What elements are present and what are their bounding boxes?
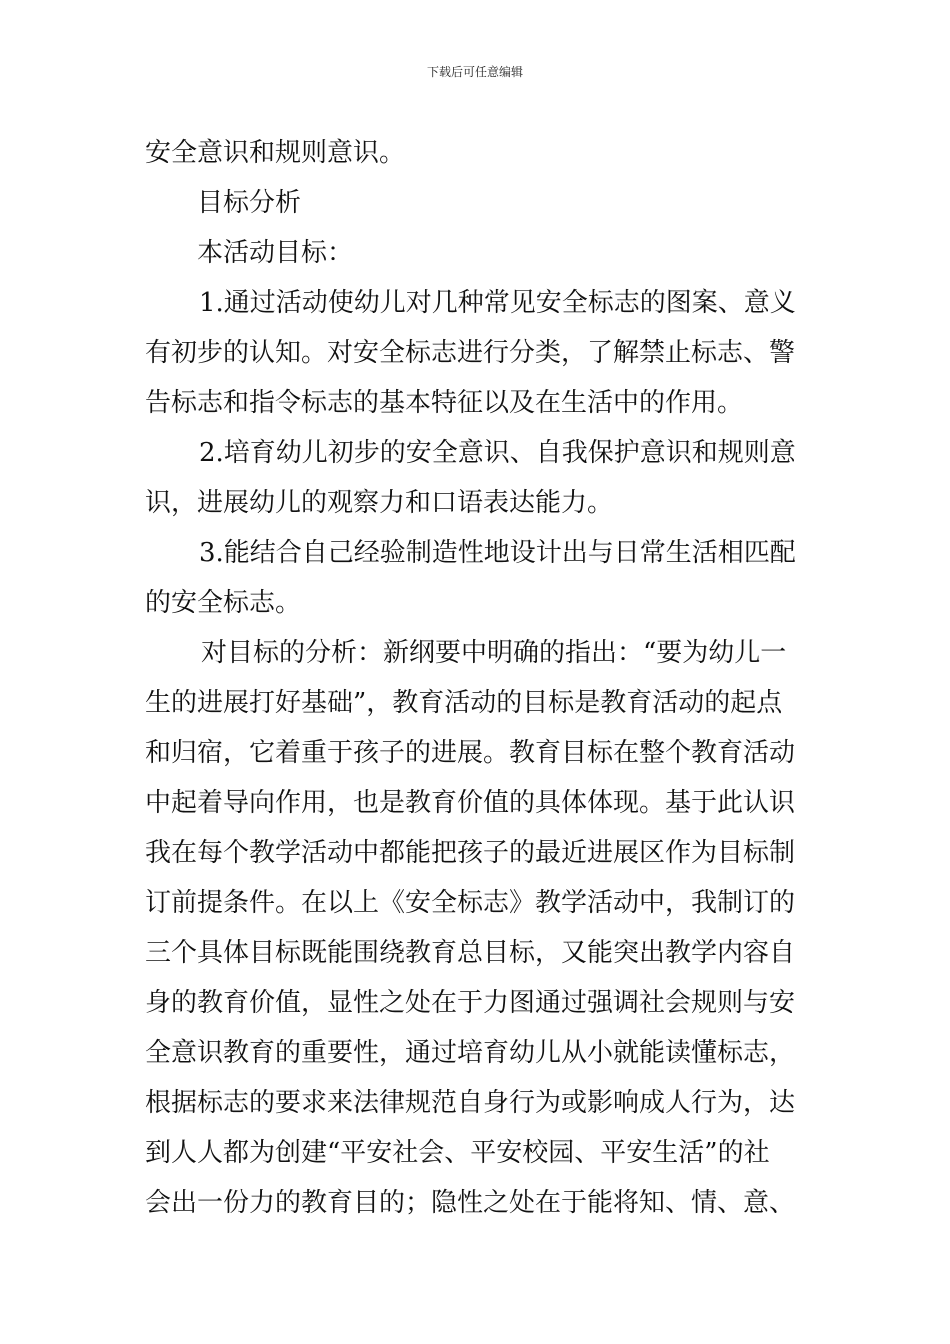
text-line: 三个具体目标既能围绕教育总目标，又能突出教学内容自 <box>145 938 796 968</box>
text-line: 2.培育幼儿初步的安全意识、自我保护意识和规则意 <box>199 438 796 468</box>
text-line: 有初步的认知。对安全标志进行分类，了解禁止标志、警 <box>145 338 796 368</box>
text-line: 订前提条件。在以上《安全标志》教学活动中，我制订的 <box>145 888 796 918</box>
body-text <box>145 128 809 1228</box>
text-line: 会出一份力的教育目的；隐性之处在于能将知、情、意、 <box>145 1188 796 1218</box>
text-line: 对目标的分析：新纲要中明确的指出：“要为幼儿一 <box>201 638 787 668</box>
text-line: 安全意识和规则意识。 <box>145 138 406 168</box>
text-line: 3.能结合自己经验制造性地设计出与日常生活相匹配 <box>199 538 796 568</box>
text-line: 目标分析 <box>197 188 302 218</box>
text-line: 的安全标志。 <box>145 588 302 618</box>
text-line: 和归宿，它着重于孩子的进展。教育目标在整个教育活动 <box>145 738 796 768</box>
text-line: 全意识教育的重要性，通过培育幼儿从小就能读懂标志， <box>145 1038 796 1068</box>
text-line: 告标志和指令标志的基本特征以及在生活中的作用。 <box>145 388 744 418</box>
text-line: 识，进展幼儿的观察力和口语表达能力。 <box>145 488 614 518</box>
text-line: 根据标志的要求来法律规范自身行为或影响成人行为，达 <box>145 1088 796 1118</box>
page-header: 下载后可任意编辑 <box>426 65 523 79</box>
text-line: 身的教育价值，显性之处在于力图通过强调社会规则与安 <box>145 988 796 1018</box>
text-line: 中起着导向作用，也是教育价值的具体体现。基于此认识 <box>145 788 796 818</box>
text-line: 生的进展打好基础”，教育活动的目标是教育活动的起点 <box>145 688 783 718</box>
text-line: 1.通过活动使幼儿对几种常见安全标志的图案、意义 <box>199 288 796 318</box>
text-line: 到人人都为创建“平安社会、平安校园、平安生活”的社 <box>145 1138 770 1168</box>
text-line: 我在每个教学活动中都能把孩子的最近进展区作为目标制 <box>145 838 796 868</box>
text-line: 本活动目标： <box>197 238 354 268</box>
